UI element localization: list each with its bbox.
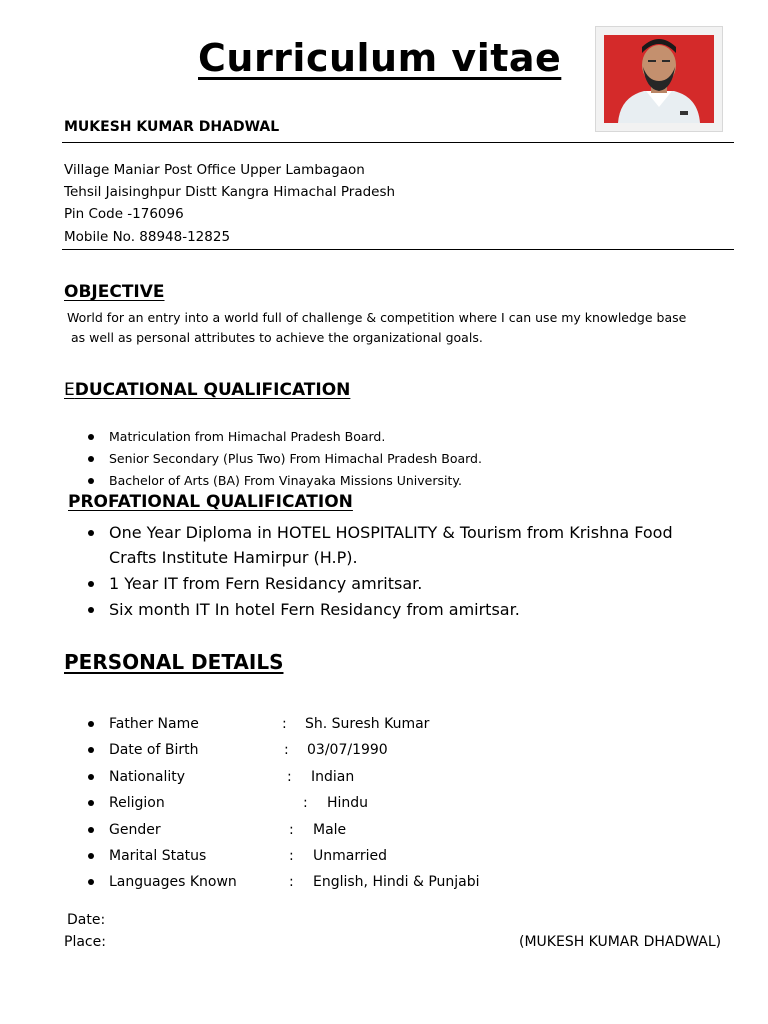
list-item: Senior Secondary (Plus Two) From Himachal Pradesh Board.	[85, 448, 725, 470]
mobile-number: Mobile No. 88948-12825	[64, 229, 231, 245]
detail-value: Unmarried	[313, 847, 387, 864]
personal-details-list	[85, 711, 725, 896]
detail-label: Date of Birth	[109, 742, 199, 759]
list-item	[85, 843, 725, 869]
list-item	[85, 869, 725, 895]
signature: (MUKESH KUMAR DHADWAL)	[519, 934, 722, 950]
detail-label: Gender	[109, 821, 161, 838]
detail-value: Hindu	[327, 795, 369, 812]
detail-label: Religion	[109, 795, 165, 812]
detail-separator: :	[303, 795, 308, 812]
list-item	[85, 817, 725, 843]
objective-heading: OBJECTIVE	[64, 282, 165, 302]
detail-label: Marital Status	[109, 847, 207, 864]
detail-value: English, Hindi & Punjabi	[313, 874, 480, 891]
detail-label: Father Name	[109, 716, 199, 732]
education-list	[85, 426, 725, 492]
pin-code: Pin Code -176096	[64, 206, 184, 222]
detail-value: Male	[313, 821, 347, 838]
detail-separator: :	[289, 821, 294, 838]
detail-separator: :	[284, 742, 289, 759]
detail-separator: :	[287, 768, 292, 785]
objective-line-2: as well as personal attributes to achieve the organizational goals.	[71, 330, 483, 345]
education-heading	[64, 380, 350, 400]
address-line-2: Tehsil Jaisinghpur Distt Kangra Himachal Pradesh	[64, 184, 396, 200]
list-item	[85, 764, 725, 790]
address-line-1: Village Maniar Post Office Upper Lambagaon	[64, 162, 365, 178]
divider-address	[62, 249, 734, 250]
detail-label: Nationality	[109, 768, 186, 785]
place-label: Place:	[64, 934, 106, 950]
list-item: One Year Diploma in HOTEL HOSPITALITY & Tourism from Krishna Food Crafts Institute Hamirpur (H.P).	[85, 520, 705, 570]
detail-value: 03/07/1990	[307, 742, 388, 759]
professional-list	[85, 520, 705, 623]
date-label: Date:	[67, 912, 106, 928]
detail-separator: :	[289, 847, 294, 864]
list-item	[85, 711, 725, 737]
list-item: Bachelor of Arts (BA) From Vinayaka Missions University.	[85, 470, 725, 492]
list-item	[85, 790, 725, 816]
list-item: Six month IT In hotel Fern Residancy from amirtsar.	[85, 597, 705, 622]
list-item: Matriculation from Himachal Pradesh Board.	[85, 426, 725, 448]
profile-photo	[595, 26, 723, 132]
education-heading-rest: DUCATIONAL QUALIFICATION	[74, 380, 351, 400]
detail-label: Languages Known	[109, 874, 237, 891]
document-title: Curriculum vitae	[198, 36, 562, 80]
professional-heading: PROFATIONAL QUALIFICATION	[68, 492, 353, 512]
detail-value: Indian	[311, 768, 355, 785]
objective-line-1: World for an entry into a world full of challenge & competition where I can use my knowledge base	[67, 310, 687, 325]
list-item	[85, 737, 725, 763]
list-item: 1 Year IT from Fern Residancy amritsar.	[85, 571, 705, 596]
detail-separator: :	[289, 874, 294, 891]
personal-heading: PERSONAL DETAILS	[64, 650, 284, 674]
divider-top	[62, 142, 734, 143]
detail-separator: :	[282, 716, 287, 732]
candidate-name: MUKESH KUMAR DHADWAL	[64, 119, 280, 135]
detail-value: Sh. Suresh Kumar	[305, 716, 430, 732]
education-heading-initial: E	[64, 380, 75, 400]
